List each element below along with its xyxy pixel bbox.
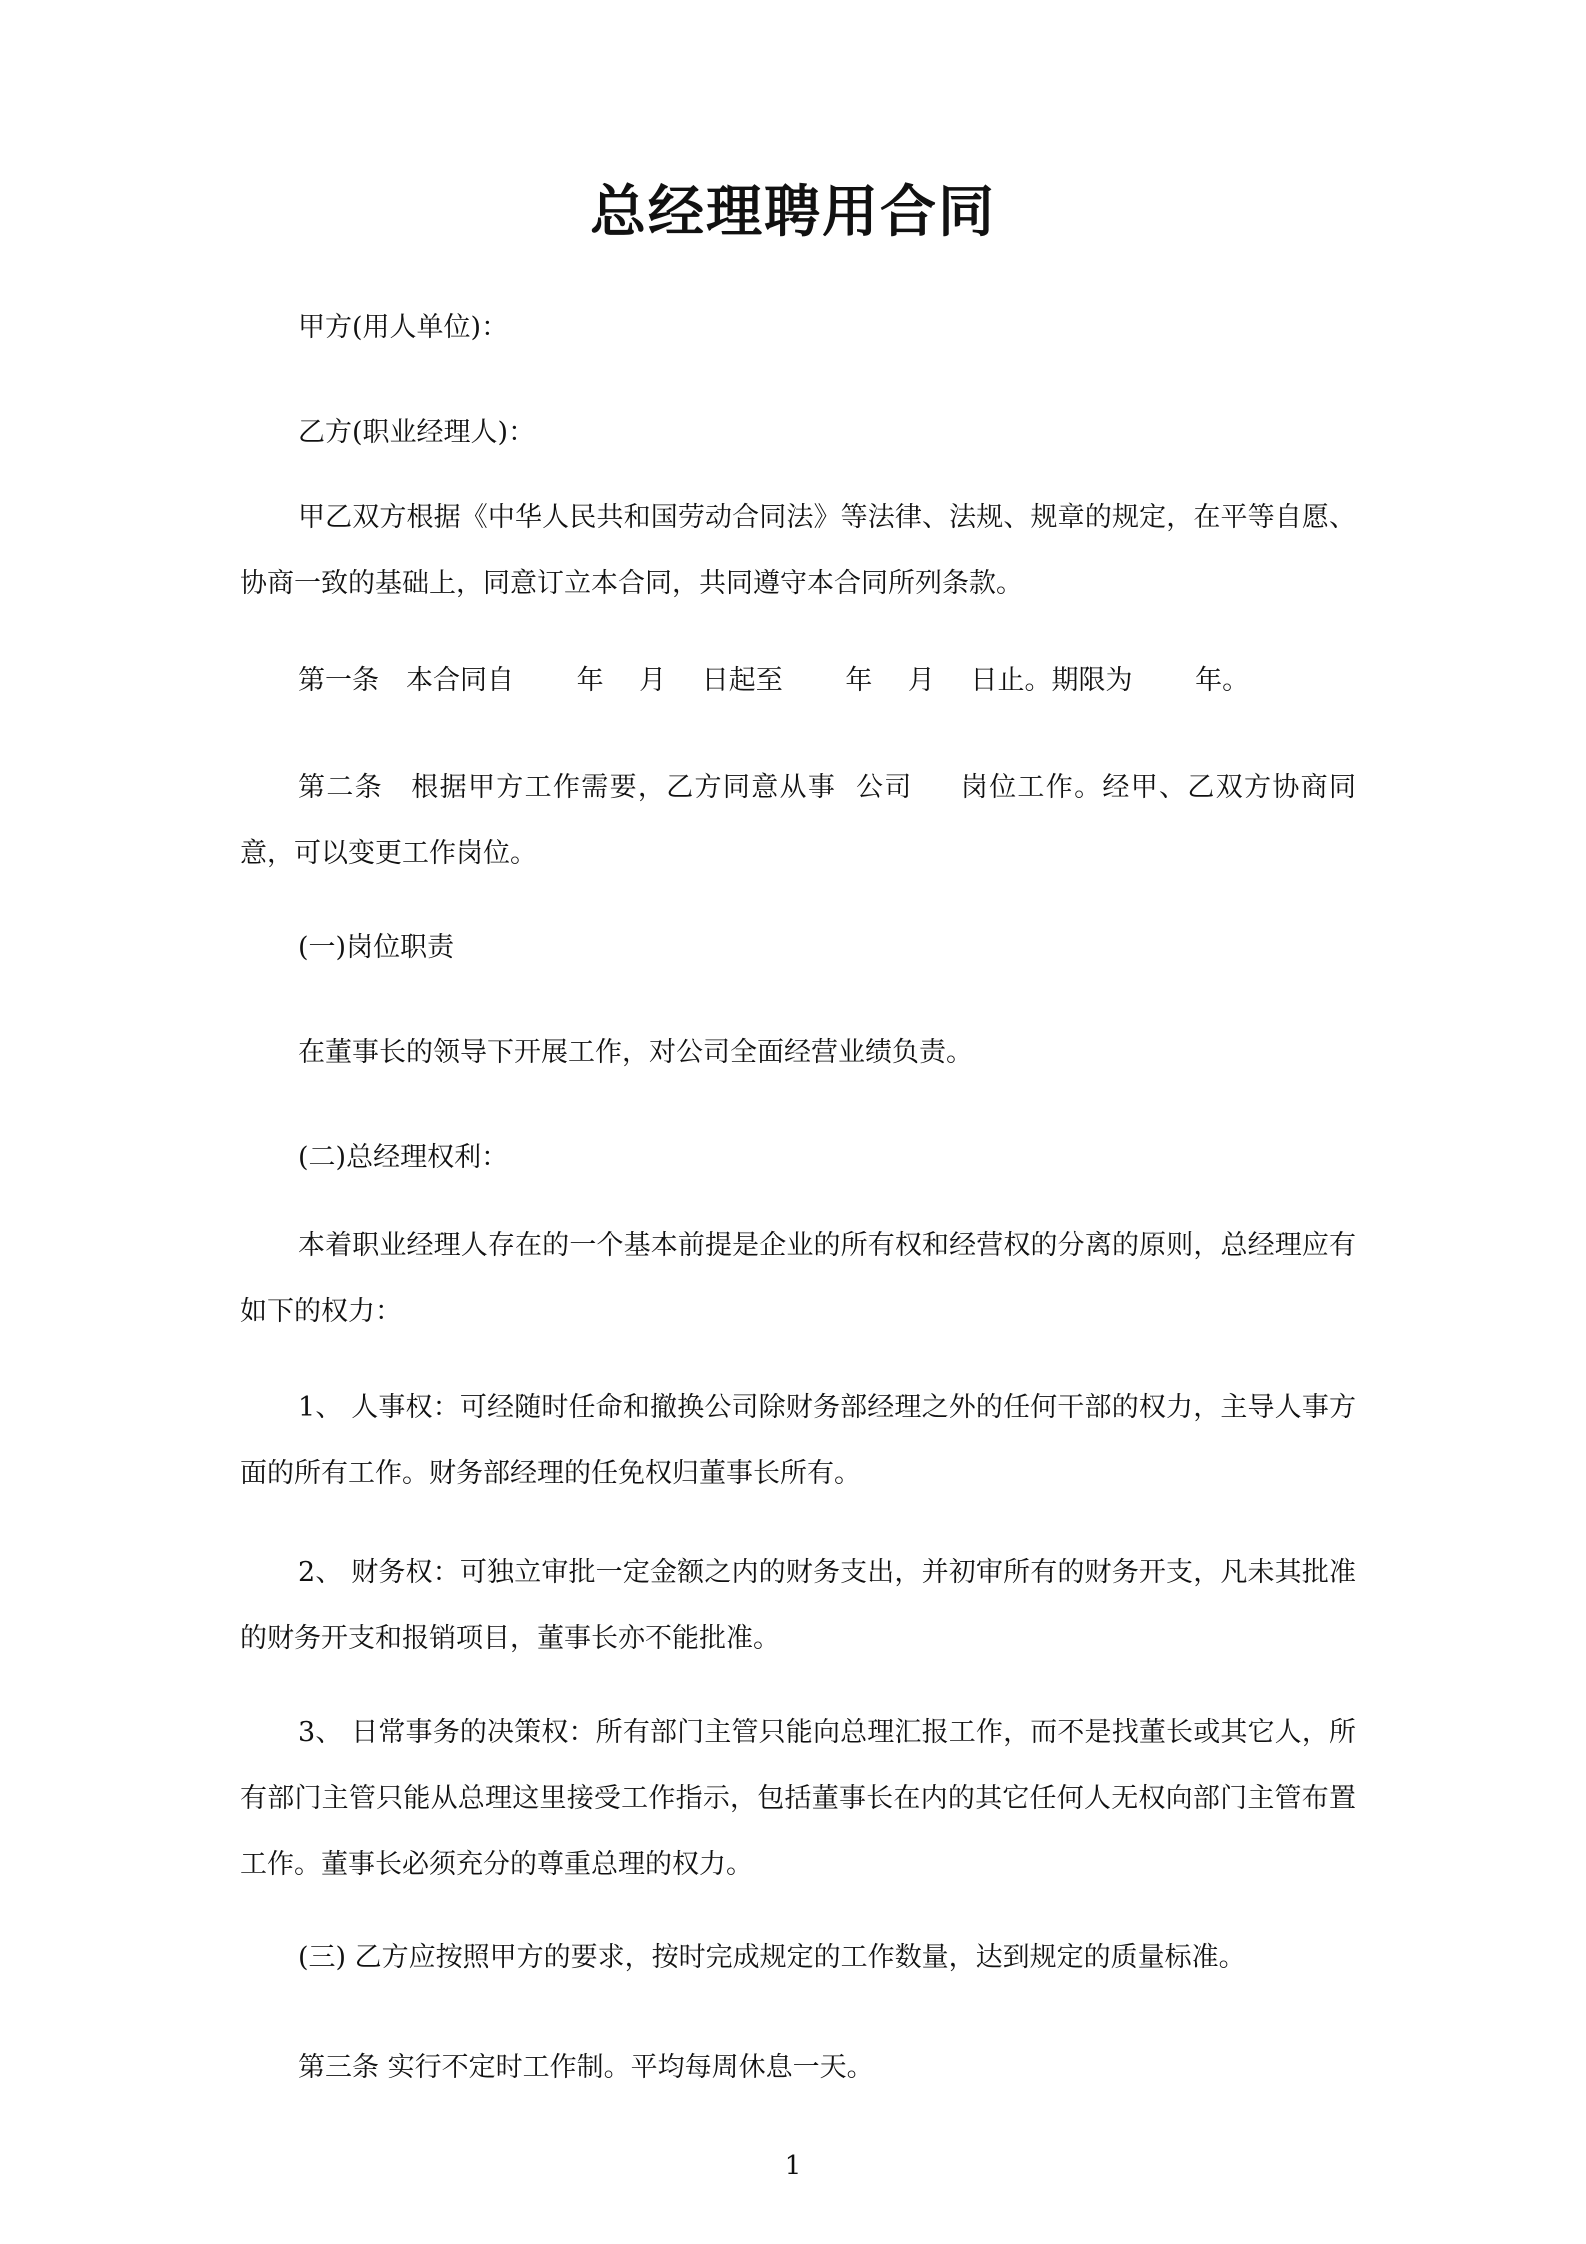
article-3-paragraph: 第三条 实行不定时工作制。平均每周休息一天。 (298, 2052, 874, 2083)
item-2-financial-rights: 2、 财务权：可独立审批一定金额之内的财务支出，并初审所有的财务开支，凡未其批准的财务开支和报销项目，董事长亦不能批准。 (240, 1557, 1356, 1654)
party-b-line: 乙方(职业经理人)： (298, 417, 536, 448)
section-1-content: 在董事长的领导下开展工作，对公司全面经营业绩负责。 (298, 1037, 973, 1068)
item-1-personnel-rights: 1、 人事权：可经随时任命和撤换公司除财务部经理之外的任何干部的权力，主导人事方面的所有工作。财务部经理的任免权归董事长所有。 (240, 1392, 1356, 1489)
section-3-paragraph: (三) 乙方应按照甲方的要求，按时完成规定的工作数量，达到规定的质量标准。 (298, 1942, 1246, 1973)
page-number: 1 (784, 2151, 802, 2181)
item-3-decision-rights: 3、 日常事务的决策权：所有部门主管只能向总理汇报工作，而不是找董长或其它人，所有部门主管只能从总理这里接受工作指示，包括董事长在内的其它任何人无权向部门主管布置工作。董事长必须充分的尊重总理的权力。 (240, 1717, 1356, 1880)
section-1-heading: (一)岗位职责 (298, 932, 455, 963)
article-1-paragraph: 第一条 本合同自 年 月 日起至 年 月 日止。期限为 年。 (298, 665, 1250, 696)
article-2-paragraph: 第二条 根据甲方工作需要，乙方同意从事 公司 岗位工作。经甲、乙双方协商同意，可以变更工作岗位。 (240, 772, 1356, 869)
preamble-paragraph: 甲乙双方根据《中华人民共和国劳动合同法》等法律、法规、规章的规定，在平等自愿、协商一致的基础上，同意订立本合同，共同遵守本合同所列条款。 (240, 502, 1356, 599)
document-title: 总经理聘用合同 (590, 179, 996, 245)
section-2-intro: 本着职业经理人存在的一个基本前提是企业的所有权和经营权的分离的原则，总经理应有如下的权力： (240, 1230, 1356, 1327)
section-2-heading: (二)总经理权利： (298, 1142, 509, 1173)
party-a-line: 甲方(用人单位)： (298, 312, 509, 343)
